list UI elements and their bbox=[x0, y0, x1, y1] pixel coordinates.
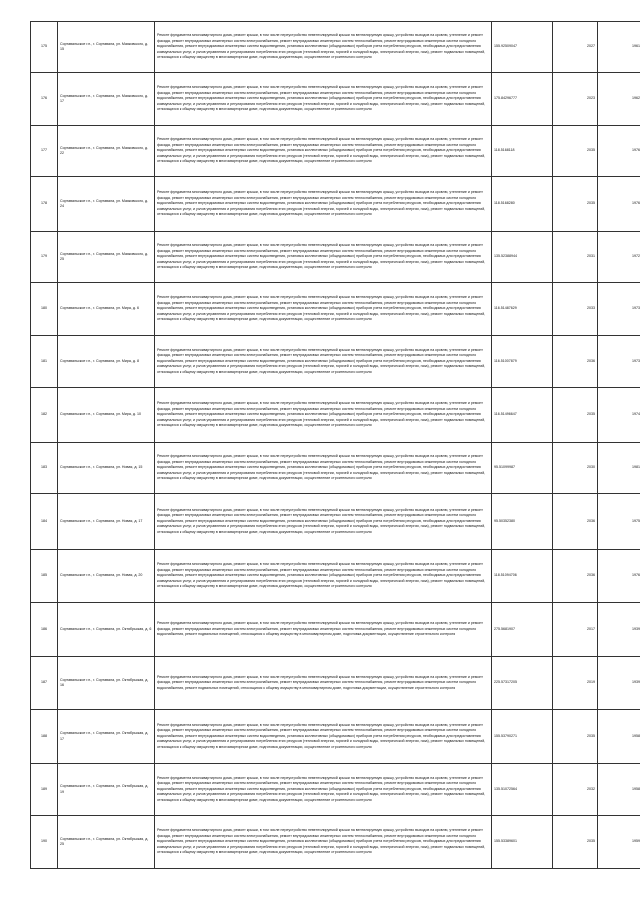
row-planned-year-cell bbox=[553, 336, 598, 388]
row-build-year-cell bbox=[598, 388, 640, 443]
row-planned-year-cell bbox=[553, 550, 598, 603]
row-build-year-cell bbox=[598, 816, 640, 869]
table-row bbox=[31, 494, 640, 550]
row-cadastral-value-cell bbox=[492, 603, 553, 657]
row-planned-year: 2032 bbox=[587, 786, 595, 791]
row-address: Сортавальское г.п., г. Сортавала, ул. Мира, д. 10 bbox=[60, 412, 142, 417]
row-number-cell bbox=[31, 710, 58, 764]
row-build-year: 1976 bbox=[632, 201, 640, 206]
row-build-year: 1962 bbox=[632, 96, 640, 101]
table-row bbox=[31, 177, 640, 232]
row-planned-year: 2031 bbox=[587, 254, 595, 259]
row-number-cell bbox=[31, 764, 58, 816]
row-number: 186 bbox=[41, 626, 47, 631]
row-number-cell bbox=[31, 550, 58, 603]
row-cadastral-value-cell bbox=[492, 126, 553, 177]
row-planned-year-cell bbox=[553, 283, 598, 336]
row-cadastral-value: 135.52388944 bbox=[494, 254, 517, 259]
row-address-cell bbox=[58, 494, 155, 550]
row-build-year-cell bbox=[598, 177, 640, 232]
row-number-cell bbox=[31, 126, 58, 177]
table-row bbox=[31, 657, 640, 710]
row-planned-year-cell bbox=[553, 816, 598, 869]
row-build-year-cell bbox=[598, 73, 640, 126]
row-planned-year-cell bbox=[553, 657, 598, 710]
row-number: 190 bbox=[41, 839, 47, 844]
row-build-year-cell bbox=[598, 494, 640, 550]
row-number: 182 bbox=[41, 412, 47, 417]
row-works-list-cell bbox=[155, 336, 492, 388]
row-cadastral-value-cell bbox=[492, 73, 553, 126]
row-works-list: Ремонт фундамента многоквартирного дома, ремонт крыши, в том числе переустройство невентилируемой крыши на вентилируемую крышу, устройство выходов на кровлю, утепление и ремонт фасада, ремонт внутридомовых инженерных систем электроснабжения, ремонт внутридомовых инженерных систем теплоснабжения, ремонт внутридомовых инженерных систем холодного водоснабжения, ремонт внутридомовых инженерных систем водоотведения, установка коллективных (общедомовых) приборов учета потребления ресурсов, необходимых для предоставления коммунальных услуг, и узлов управления и регулирования потребления этих ресурсов (тепловой энергии, горячей и холодной воды, электрической энергии, газа), ремонт подвальных помещений, относящихся к общему имуществу в многоквартирном доме, подготовка документации, осуществление строительного контроля bbox=[157, 722, 486, 749]
row-address-cell bbox=[58, 764, 155, 816]
row-address: Сортавальское г.п., г. Сортавала, ул. Маяковского, д. 24 bbox=[60, 198, 149, 208]
row-planned-year: 2027 bbox=[587, 44, 595, 49]
row-number: 187 bbox=[41, 680, 47, 685]
row-works-list-cell bbox=[155, 22, 492, 73]
row-address-cell bbox=[58, 443, 155, 494]
row-address: Сортавальское г.п., г. Сортавала, ул. Маяковского, д. 17 bbox=[60, 93, 149, 103]
row-number-cell bbox=[31, 177, 58, 232]
row-works-list: Ремонт фундамента многоквартирного дома, ремонт крыши, в том числе переустройство невентилируемой крыши на вентилируемую крышу, устройство выходов на кровлю, утепление и ремонт фасада, ремонт внутридомовых инженерных систем электроснабжения, ремонт внутридомовых инженерных систем теплоснабжения, ремонт внутридомовых инженерных систем холодного водоснабжения, ремонт подвальных помещений, относящихся к общему имуществу в многоквартирном доме, подготовка документации, осуществление строительного контроля bbox=[157, 621, 483, 637]
row-build-year-cell bbox=[598, 22, 640, 73]
row-number: 183 bbox=[41, 465, 47, 470]
row-planned-year: 2035 bbox=[587, 733, 595, 738]
row-address-cell bbox=[58, 177, 155, 232]
row-number-cell bbox=[31, 443, 58, 494]
row-address: Сортавальское г.п., г. Сортавала, ул. Октябрьская, д. 16 bbox=[60, 677, 149, 687]
row-build-year-cell bbox=[598, 443, 640, 494]
table-row bbox=[31, 443, 640, 494]
row-address: Сортавальское г.п., г. Сортавала, ул. Мира, д. 6 bbox=[60, 306, 140, 311]
row-planned-year-cell bbox=[553, 22, 598, 73]
row-address: Сортавальское г.п., г. Сортавала, ул. Октябрьская, д. 17 bbox=[60, 731, 149, 741]
row-number-cell bbox=[31, 816, 58, 869]
row-address-cell bbox=[58, 283, 155, 336]
table-row bbox=[31, 126, 640, 177]
row-number: 189 bbox=[41, 786, 47, 791]
row-number: 180 bbox=[41, 306, 47, 311]
row-cadastral-value-cell bbox=[492, 550, 553, 603]
row-address: Сортавальское г.п., г. Сортавала, ул. Новая, д. 17 bbox=[60, 518, 143, 523]
row-cadastral-value: 116.51007879 bbox=[494, 358, 517, 363]
row-cadastral-value: 95.51099987 bbox=[494, 465, 515, 470]
row-cadastral-value: 118.5168118 bbox=[494, 148, 515, 153]
row-planned-year: 2030 bbox=[587, 465, 595, 470]
table-row bbox=[31, 550, 640, 603]
row-number-cell bbox=[31, 73, 58, 126]
row-address: Сортавальское г.п., г. Сортавала, ул. Маяковского, д. 22 bbox=[60, 145, 149, 155]
row-number: 177 bbox=[41, 148, 47, 153]
table-row bbox=[31, 336, 640, 388]
row-address-cell bbox=[58, 550, 155, 603]
row-works-list-cell bbox=[155, 603, 492, 657]
row-address-cell bbox=[58, 232, 155, 283]
row-build-year-cell bbox=[598, 550, 640, 603]
row-address: Сортавальское г.п., г. Сортавала, ул. Маяковского, д. 25 bbox=[60, 251, 149, 261]
row-build-year-cell bbox=[598, 657, 640, 710]
table-row bbox=[31, 73, 640, 126]
row-number: 175 bbox=[41, 44, 47, 49]
row-cadastral-value: 118.51094706 bbox=[494, 573, 517, 578]
row-build-year-cell bbox=[598, 710, 640, 764]
row-works-list: Ремонт фундамента многоквартирного дома, ремонт крыши, в том числе переустройство невентилируемой крыши на вентилируемую крышу, устройство выходов на кровлю, утепление и ремонт фасада, ремонт внутридомовых инженерных систем электроснабжения, ремонт внутридомовых инженерных систем теплоснабжения, ремонт внутридомовых инженерных систем холодного водоснабжения, ремонт внутридомовых инженерных систем водоотведения, установка коллективных (общедомовых) приборов учета потребления ресурсов, необходимых для предоставления коммунальных услуг, и узлов управления и регулирования потребления этих ресурсов (тепловой энергии, горячей и холодной воды, электрической энергии, газа), ремонт подвальных помещений, относящихся к общему имуществу в многоквартирном доме, подготовка документации, осуществление строительного контроля bbox=[157, 190, 486, 217]
row-address: Сортавальское г.п., г. Сортавала, ул. Маяковского, д. 15 bbox=[60, 41, 149, 51]
row-cadastral-value-cell bbox=[492, 336, 553, 388]
row-build-year-cell bbox=[598, 336, 640, 388]
row-build-year-cell bbox=[598, 126, 640, 177]
row-address-cell bbox=[58, 710, 155, 764]
row-build-year: 1981 bbox=[632, 465, 640, 470]
table-body bbox=[31, 22, 640, 869]
row-address-cell bbox=[58, 126, 155, 177]
row-works-list-cell bbox=[155, 550, 492, 603]
row-address: Сортавальское г.п., г. Сортавала, ул. Новая, д. 15 bbox=[60, 465, 143, 470]
row-address-cell bbox=[58, 388, 155, 443]
row-cadastral-value: 116.51487629 bbox=[494, 306, 517, 311]
row-works-list-cell bbox=[155, 764, 492, 816]
row-works-list-cell bbox=[155, 177, 492, 232]
row-works-list-cell bbox=[155, 657, 492, 710]
row-address-cell bbox=[58, 816, 155, 869]
row-cadastral-value: 225.57317205 bbox=[494, 680, 517, 685]
row-works-list: Ремонт фундамента многоквартирного дома, ремонт крыши, в том числе переустройство невентилируемой крыши на вентилируемую крышу, устройство выходов на кровлю, утепление и ремонт фасада, ремонт внутридомовых инженерных систем электроснабжения, ремонт внутридомовых инженерных систем теплоснабжения, ремонт внутридомовых инженерных систем холодного водоснабжения, ремонт внутридомовых инженерных систем водоотведения, установка коллективных (общедомовых) приборов учета потребления ресурсов, необходимых для предоставления коммунальных услуг, и узлов управления и регулирования потребления этих ресурсов (тепловой энергии, горячей и холодной воды, электрической энергии, газа), ремонт подвальных помещений, относящихся к общему имуществу в многоквартирном доме, подготовка документации, осуществление строительного контроля bbox=[157, 401, 486, 428]
row-address-cell bbox=[58, 22, 155, 73]
row-address: Сортавальское г.п., г. Сортавала, ул. Октябрьская, д. 25 bbox=[60, 836, 149, 846]
table-row bbox=[31, 283, 640, 336]
row-planned-year: 2019 bbox=[587, 680, 595, 685]
row-cadastral-value: 135.51072564 bbox=[494, 786, 517, 791]
row-number: 181 bbox=[41, 358, 47, 363]
row-cadastral-value-cell bbox=[492, 283, 553, 336]
row-cadastral-value-cell bbox=[492, 22, 553, 73]
row-build-year: 1939 bbox=[632, 680, 640, 685]
row-build-year: 1973 bbox=[632, 358, 640, 363]
row-cadastral-value: 155.53790271 bbox=[494, 733, 517, 738]
row-address: Сортавальское г.п., г. Сортавала, ул. Октябрьская, д. 6 bbox=[60, 626, 152, 631]
row-works-list: Ремонт фундамента многоквартирного дома, ремонт крыши, в том числе переустройство невентилируемой крыши на вентилируемую крышу, устройство выходов на кровлю, утепление и ремонт фасада, ремонт внутридомовых инженерных систем электроснабжения, ремонт внутридомовых инженерных систем теплоснабжения, ремонт внутридомовых инженерных систем холодного водоснабжения, ремонт внутридомовых инженерных систем водоотведения, установка коллективных (общедомовых) приборов учета потребления ресурсов, необходимых для предоставления коммунальных услуг, и узлов управления и регулирования потребления этих ресурсов (тепловой энергии, горячей и холодной воды, электрической энергии, газа), ремонт подвальных помещений, относящихся к общему имуществу в многоквартирном доме, подготовка документации, осуществление строительного контроля bbox=[157, 507, 486, 534]
row-build-year-cell bbox=[598, 764, 640, 816]
row-cadastral-value-cell bbox=[492, 494, 553, 550]
row-build-year-cell bbox=[598, 603, 640, 657]
row-cadastral-value: 175.84296777 bbox=[494, 96, 517, 101]
row-number-cell bbox=[31, 657, 58, 710]
row-cadastral-value: 275.5681907 bbox=[494, 626, 515, 631]
row-number-cell bbox=[31, 283, 58, 336]
row-planned-year-cell bbox=[553, 126, 598, 177]
row-address-cell bbox=[58, 336, 155, 388]
row-number: 184 bbox=[41, 518, 47, 523]
row-works-list: Ремонт фундамента многоквартирного дома, ремонт крыши, в том числе переустройство невентилируемой крыши на вентилируемую крышу, устройство выходов на кровлю, утепление и ремонт фасада, ремонт внутридомовых инженерных систем электроснабжения, ремонт внутридомовых инженерных систем теплоснабжения, ремонт внутридомовых инженерных систем холодного водоснабжения, ремонт внутридомовых инженерных систем водоотведения, установка коллективных (общедомовых) приборов учета потребления ресурсов, необходимых для предоставления коммунальных услуг, и узлов управления и регулирования потребления этих ресурсов (тепловой энергии, горячей и холодной воды, электрической энергии, газа), ремонт подвальных помещений, относящихся к общему имуществу в многоквартирном доме, подготовка документации, осуществление строительного контроля bbox=[157, 33, 486, 60]
table-row bbox=[31, 764, 640, 816]
row-build-year: 1976 bbox=[632, 573, 640, 578]
row-cadastral-value-cell bbox=[492, 816, 553, 869]
capital-repair-table bbox=[30, 21, 640, 869]
row-address: Сортавальское г.п., г. Сортавала, ул. Октябрьская, д. 19 bbox=[60, 784, 149, 794]
row-cadastral-value-cell bbox=[492, 232, 553, 283]
row-build-year: 1972 bbox=[632, 254, 640, 259]
row-address-cell bbox=[58, 603, 155, 657]
row-build-year: 1959 bbox=[632, 839, 640, 844]
row-number-cell bbox=[31, 494, 58, 550]
table-row bbox=[31, 388, 640, 443]
row-planned-year: 2036 bbox=[587, 518, 595, 523]
row-planned-year-cell bbox=[553, 443, 598, 494]
row-planned-year: 2017 bbox=[587, 626, 595, 631]
row-planned-year: 2036 bbox=[587, 573, 595, 578]
row-planned-year: 2035 bbox=[587, 412, 595, 417]
row-cadastral-value-cell bbox=[492, 443, 553, 494]
row-cadastral-value: 116.51496647 bbox=[494, 412, 517, 417]
row-planned-year: 2023 bbox=[587, 96, 595, 101]
row-planned-year-cell bbox=[553, 177, 598, 232]
row-planned-year-cell bbox=[553, 73, 598, 126]
row-cadastral-value: 155.92509047 bbox=[494, 44, 517, 49]
row-number-cell bbox=[31, 336, 58, 388]
table-row bbox=[31, 603, 640, 657]
row-works-list-cell bbox=[155, 816, 492, 869]
row-address: Сортавальское г.п., г. Сортавала, ул. Новая, д. 20 bbox=[60, 573, 143, 578]
row-build-year: 1973 bbox=[632, 306, 640, 311]
row-works-list: Ремонт фундамента многоквартирного дома, ремонт крыши, в том числе переустройство невентилируемой крыши на вентилируемую крышу, устройство выходов на кровлю, утепление и ремонт фасада, ремонт внутридомовых инженерных систем электроснабжения, ремонт внутридомовых инженерных систем теплоснабжения, ремонт внутридомовых инженерных систем холодного водоснабжения, ремонт внутридомовых инженерных систем водоотведения, установка коллективных (общедомовых) приборов учета потребления ресурсов, необходимых для предоставления коммунальных услуг, и узлов управления и регулирования потребления этих ресурсов (тепловой энергии, горячей и холодной воды, электрической энергии, газа), ремонт подвальных помещений, относящихся к общему имуществу в многоквартирном доме, подготовка документации, осуществление строительного контроля bbox=[157, 85, 486, 112]
row-planned-year-cell bbox=[553, 710, 598, 764]
row-works-list: Ремонт фундамента многоквартирного дома, ремонт крыши, в том числе переустройство невентилируемой крыши на вентилируемую крышу, устройство выходов на кровлю, утепление и ремонт фасада, ремонт внутридомовых инженерных систем электроснабжения, ремонт внутридомовых инженерных систем теплоснабжения, ремонт внутридомовых инженерных систем холодного водоснабжения, ремонт подвальных помещений, относящихся к общему имуществу в многоквартирном доме, подготовка документации, осуществление строительного контроля bbox=[157, 674, 483, 690]
row-number: 176 bbox=[41, 96, 47, 101]
row-cadastral-value: 95.50352380 bbox=[494, 518, 515, 523]
row-cadastral-value: 118.5168280 bbox=[494, 201, 515, 206]
row-address-cell bbox=[58, 657, 155, 710]
row-cadastral-value: 155.53389601 bbox=[494, 839, 517, 844]
row-cadastral-value-cell bbox=[492, 657, 553, 710]
row-build-year: 1976 bbox=[632, 148, 640, 153]
row-planned-year: 2035 bbox=[587, 201, 595, 206]
row-works-list: Ремонт фундамента многоквартирного дома, ремонт крыши, в том числе переустройство невентилируемой крыши на вентилируемую крышу, устройство выходов на кровлю, утепление и ремонт фасада, ремонт внутридомовых инженерных систем электроснабжения, ремонт внутридомовых инженерных систем теплоснабжения, ремонт внутридомовых инженерных систем холодного водоснабжения, ремонт внутридомовых инженерных систем водоотведения, установка коллективных (общедомовых) приборов учета потребления ресурсов, необходимых для предоставления коммунальных услуг, и узлов управления и регулирования потребления этих ресурсов (тепловой энергии, горячей и холодной воды, электрической энергии, газа), ремонт подвальных помещений, относящихся к общему имуществу в многоквартирном доме, подготовка документации, осуществление строительного контроля bbox=[157, 347, 486, 374]
row-planned-year-cell bbox=[553, 494, 598, 550]
row-works-list-cell bbox=[155, 232, 492, 283]
row-number-cell bbox=[31, 22, 58, 73]
table-row bbox=[31, 22, 640, 73]
row-planned-year: 2035 bbox=[587, 839, 595, 844]
row-address-cell bbox=[58, 73, 155, 126]
row-works-list: Ремонт фундамента многоквартирного дома, ремонт крыши, в том числе переустройство невентилируемой крыши на вентилируемую крышу, устройство выходов на кровлю, утепление и ремонт фасада, ремонт внутридомовых инженерных систем электроснабжения, ремонт внутридомовых инженерных систем теплоснабжения, ремонт внутридомовых инженерных систем холодного водоснабжения, ремонт внутридомовых инженерных систем водоотведения, установка коллективных (общедомовых) приборов учета потребления ресурсов, необходимых для предоставления коммунальных услуг, и узлов управления и регулирования потребления этих ресурсов (тепловой энергии, горячей и холодной воды, электрической энергии, газа), ремонт подвальных помещений, относящихся к общему имуществу в многоквартирном доме, подготовка документации, осуществление строительного контроля bbox=[157, 454, 486, 481]
row-build-year-cell bbox=[598, 232, 640, 283]
row-planned-year: 2033 bbox=[587, 306, 595, 311]
row-works-list-cell bbox=[155, 494, 492, 550]
row-number: 178 bbox=[41, 201, 47, 206]
row-cadastral-value-cell bbox=[492, 764, 553, 816]
row-build-year: 1958 bbox=[632, 733, 640, 738]
row-planned-year-cell bbox=[553, 388, 598, 443]
row-works-list: Ремонт фундамента многоквартирного дома, ремонт крыши, в том числе переустройство невентилируемой крыши на вентилируемую крышу, устройство выходов на кровлю, утепление и ремонт фасада, ремонт внутридомовых инженерных систем электроснабжения, ремонт внутридомовых инженерных систем теплоснабжения, ремонт внутридомовых инженерных систем холодного водоснабжения, ремонт внутридомовых инженерных систем водоотведения, установка коллективных (общедомовых) приборов учета потребления ресурсов, необходимых для предоставления коммунальных услуг, и узлов управления и регулирования потребления этих ресурсов (тепловой энергии, горячей и холодной воды, электрической энергии, газа), ремонт подвальных помещений, относящихся к общему имуществу в многоквартирном доме, подготовка документации, осуществление строительного контроля bbox=[157, 775, 486, 802]
row-number-cell bbox=[31, 603, 58, 657]
row-planned-year-cell bbox=[553, 603, 598, 657]
row-works-list-cell bbox=[155, 126, 492, 177]
row-works-list-cell bbox=[155, 388, 492, 443]
row-planned-year-cell bbox=[553, 232, 598, 283]
row-build-year: 1958 bbox=[632, 786, 640, 791]
row-build-year: 1939 bbox=[632, 626, 640, 631]
row-cadastral-value-cell bbox=[492, 710, 553, 764]
row-build-year: 1975 bbox=[632, 518, 640, 523]
row-works-list: Ремонт фундамента многоквартирного дома, ремонт крыши, в том числе переустройство невентилируемой крыши на вентилируемую крышу, устройство выходов на кровлю, утепление и ремонт фасада, ремонт внутридомовых инженерных систем электроснабжения, ремонт внутридомовых инженерных систем теплоснабжения, ремонт внутридомовых инженерных систем холодного водоснабжения, ремонт внутридомовых инженерных систем водоотведения, установка коллективных (общедомовых) приборов учета потребления ресурсов, необходимых для предоставления коммунальных услуг, и узлов управления и регулирования потребления этих ресурсов (тепловой энергии, горячей и холодной воды, электрической энергии, газа), ремонт подвальных помещений, относящихся к общему имуществу в многоквартирном доме, подготовка документации, осуществление строительного контроля bbox=[157, 137, 486, 164]
row-number: 188 bbox=[41, 733, 47, 738]
table-row bbox=[31, 816, 640, 869]
row-build-year: 1974 bbox=[632, 412, 640, 417]
row-number-cell bbox=[31, 388, 58, 443]
table-row bbox=[31, 710, 640, 764]
row-works-list-cell bbox=[155, 710, 492, 764]
row-works-list: Ремонт фундамента многоквартирного дома, ремонт крыши, в том числе переустройство невентилируемой крыши на вентилируемую крышу, устройство выходов на кровлю, утепление и ремонт фасада, ремонт внутридомовых инженерных систем электроснабжения, ремонт внутридомовых инженерных систем теплоснабжения, ремонт внутридомовых инженерных систем холодного водоснабжения, ремонт внутридомовых инженерных систем водоотведения, установка коллективных (общедомовых) приборов учета потребления ресурсов, необходимых для предоставления коммунальных услуг, и узлов управления и регулирования потребления этих ресурсов (тепловой энергии, горячей и холодной воды, электрической энергии, газа), ремонт подвальных помещений, относящихся к общему имуществу в многоквартирном доме, подготовка документации, осуществление строительного контроля bbox=[157, 562, 486, 589]
row-works-list-cell bbox=[155, 443, 492, 494]
row-number: 185 bbox=[41, 573, 47, 578]
row-works-list-cell bbox=[155, 73, 492, 126]
row-planned-year-cell bbox=[553, 764, 598, 816]
row-number: 179 bbox=[41, 254, 47, 259]
table-row bbox=[31, 232, 640, 283]
row-address: Сортавальское г.п., г. Сортавала, ул. Мира, д. 8 bbox=[60, 358, 140, 363]
row-cadastral-value-cell bbox=[492, 177, 553, 232]
row-cadastral-value-cell bbox=[492, 388, 553, 443]
row-build-year-cell bbox=[598, 283, 640, 336]
row-works-list-cell bbox=[155, 283, 492, 336]
row-build-year: 1961 bbox=[632, 44, 640, 49]
row-works-list: Ремонт фундамента многоквартирного дома, ремонт крыши, в том числе переустройство невентилируемой крыши на вентилируемую крышу, устройство выходов на кровлю, утепление и ремонт фасада, ремонт внутридомовых инженерных систем электроснабжения, ремонт внутридомовых инженерных систем теплоснабжения, ремонт внутридомовых инженерных систем холодного водоснабжения, ремонт внутридомовых инженерных систем водоотведения, установка коллективных (общедомовых) приборов учета потребления ресурсов, необходимых для предоставления коммунальных услуг, и узлов управления и регулирования потребления этих ресурсов (тепловой энергии, горячей и холодной воды, электрической энергии, газа), ремонт подвальных помещений, относящихся к общему имуществу в многоквартирном доме, подготовка документации, осуществление строительного контроля bbox=[157, 828, 486, 855]
row-planned-year: 2035 bbox=[587, 148, 595, 153]
row-planned-year: 2036 bbox=[587, 358, 595, 363]
row-works-list: Ремонт фундамента многоквартирного дома, ремонт крыши, в том числе переустройство невентилируемой крыши на вентилируемую крышу, устройство выходов на кровлю, утепление и ремонт фасада, ремонт внутридомовых инженерных систем электроснабжения, ремонт внутридомовых инженерных систем теплоснабжения, ремонт внутридомовых инженерных систем холодного водоснабжения, ремонт внутридомовых инженерных систем водоотведения, установка коллективных (общедомовых) приборов учета потребления ресурсов, необходимых для предоставления коммунальных услуг, и узлов управления и регулирования потребления этих ресурсов (тепловой энергии, горячей и холодной воды, электрической энергии, газа), ремонт подвальных помещений, относящихся к общему имуществу в многоквартирном доме, подготовка документации, осуществление строительного контроля bbox=[157, 243, 486, 270]
row-works-list: Ремонт фундамента многоквартирного дома, ремонт крыши, в том числе переустройство невентилируемой крыши на вентилируемую крышу, устройство выходов на кровлю, утепление и ремонт фасада, ремонт внутридомовых инженерных систем электроснабжения, ремонт внутридомовых инженерных систем теплоснабжения, ремонт внутридомовых инженерных систем холодного водоснабжения, ремонт внутридомовых инженерных систем водоотведения, установка коллективных (общедомовых) приборов учета потребления ресурсов, необходимых для предоставления коммунальных услуг, и узлов управления и регулирования потребления этих ресурсов (тепловой энергии, горячей и холодной воды, электрической энергии, газа), ремонт подвальных помещений, относящихся к общему имуществу в многоквартирном доме, подготовка документации, осуществление строительного контроля bbox=[157, 295, 486, 322]
row-number-cell bbox=[31, 232, 58, 283]
